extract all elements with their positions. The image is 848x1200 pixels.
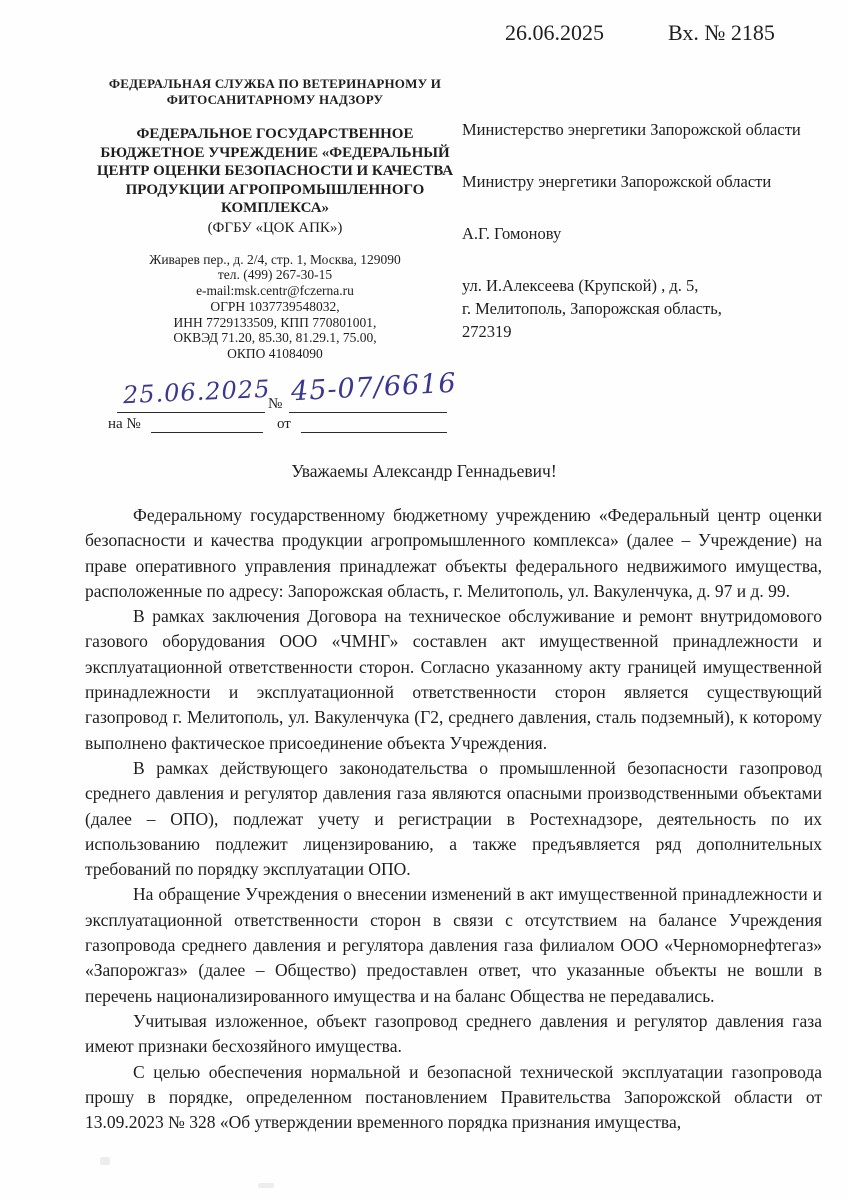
letterhead: [95, 76, 455, 362]
body-paragraph-1: Федеральному государственному бюджетному учреждению «Федеральный центр оценки безопасности и качества продукции агропромышленного комплекса» (далее – Учреждение) на праве оперативного управления принадлежат объекты федерального недвижимого имущества, расположенные по адресу: Запорожская область, г. Мелитополь, ул. Вакуленчука, д. 97 и д. 99.: [85, 505, 822, 601]
reply-from-date-label: от: [277, 416, 291, 432]
receipt-incoming-number: Вх. № 2185: [668, 20, 775, 45]
federal-service-name: ФЕДЕРАЛЬНАЯ СЛУЖБА ПО ВЕТЕРИНАРНОМУ И ФИТОСАНИТАРНОМУ НАДЗОРУ: [108, 76, 442, 107]
org-okved: ОКВЭД 71.20, 85.30, 81.29.1, 75.00,: [173, 330, 377, 346]
handwritten-outgoing-number: 45-07/6616: [290, 367, 458, 408]
reply-from-date-underline: [301, 414, 447, 433]
reply-to-number-underline: [151, 414, 263, 433]
number-sign-label: №: [268, 396, 283, 412]
org-postal-address: Живарев пер., д. 2/4, стр. 1, Москва, 129090: [149, 251, 401, 267]
addressee-minister-title: Министру энергетики Запорожской области: [462, 172, 772, 191]
body-paragraph-6: С целью обеспечения нормальной и безопасной технической эксплуатации газопровода прошу в порядке, определенном постановлением Правительства Запорожской области от 13.09.2023 № 328 «Об утверждении временного порядка признания имущества,: [85, 1061, 822, 1133]
salutation-line: Уважаемы Александр Геннадьевич!: [291, 461, 557, 481]
addressee-ministry: Министерство энергетики Запорожской области: [462, 120, 801, 139]
organization-requisites: [95, 252, 455, 363]
addressee-street: ул. И.Алексеева (Крупской) , д. 5,: [462, 276, 699, 295]
body-paragraph-2: В рамках заключения Договора на техническое обслуживание и ремонт внутридомового газового оборудования ООО «ЧМНГ» составлен акт имущественной принадлежности и эксплуатационной ответственности сторон. Согласно указанному акту границей имущественной принадлежности и эксплуатационной ответственности сторон является существующий газопровод г. Мелитополь, ул. Вакуленчука (Г2, среднего давления, сталь подземный), к которому выполнено фактическое присоединение объекта Учреждения.: [85, 606, 822, 753]
organization-short-name: (ФГБУ «ЦОК АПК»): [207, 219, 343, 236]
org-email: e-mail:msk.centr@fczerna.ru: [196, 283, 354, 299]
addressee-postcode: 272319: [462, 322, 512, 341]
org-okpo: ОКПО 41084090: [227, 346, 323, 362]
reply-to-number-label: на №: [108, 416, 141, 432]
body-paragraph-4: На обращение Учреждения о внесении изменений в акт имущественной принадлежности и эксплуатационной ответственности сторон в связи с отсутствием на балансе Учреждения газопровода среднего давления и регулятора давления газа филиалом ООО «Черноморнефтегаз» «Запорожгаз» (далее – Общество) предоставлен ответ, что указанные объекты не вошли в перечень национализированного имущества и на баланс Общества не передавались.: [85, 884, 822, 1006]
addressee-city: г. Мелитополь, Запорожская область,: [462, 299, 722, 318]
receipt-date: 26.06.2025: [505, 20, 604, 45]
addressee-block: [462, 118, 814, 343]
addressee-address: [462, 274, 814, 343]
receipt-stamp: [0, 20, 848, 50]
org-ogrn: ОГРН 1037739548032,: [210, 298, 340, 314]
org-phone: тел. (499) 267-30-15: [217, 267, 333, 283]
organization-name: ФЕДЕРАЛЬНОЕ ГОСУДАРСТВЕННОЕ БЮДЖЕТНОЕ УЧРЕЖДЕНИЕ «ФЕДЕРАЛЬНЫЙ ЦЕНТР ОЦЕНКИ БЕЗОПАСНОСТИ И КАЧЕСТВА ПРОДУКЦИИ АГРОПРОМЫШЛЕННОГО КОМПЛЕКСА»: [96, 126, 454, 216]
body-paragraph-5: Учитывая изложенное, объект газопровод среднего давления и регулятор давления газа имеют признаки бесхозяйного имущества.: [85, 1010, 822, 1057]
body-paragraph-3: В рамках действующего законодательства о промышленной безопасности газопровод среднего давления и регулятор давления газа являются опасными производственными объектами (далее – ОПО), подлежат учету и регистрации в Ростехнадзоре, деятельность по их использованию подлежит лицензированию, а также предъявляется ряд дополнительных требований по порядку эксплуатации ОПО.: [85, 757, 822, 880]
org-inn-kpp: ИНН 7729133509, КПП 770801001,: [173, 314, 377, 330]
addressee-person-name: А.Г. Гомонову: [462, 224, 562, 243]
outgoing-number-block: [105, 367, 458, 442]
scan-artifact: [258, 1183, 274, 1188]
scan-artifact: [100, 1157, 110, 1165]
letter-body: [85, 503, 822, 1135]
handwritten-outgoing-date: 25.06.2025: [122, 374, 271, 410]
